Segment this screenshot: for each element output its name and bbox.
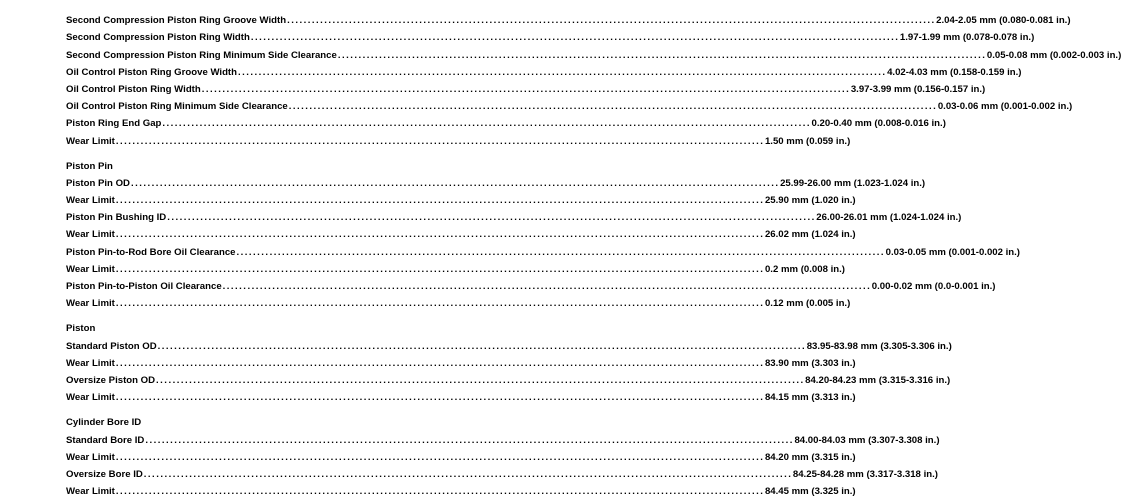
spec-label: Wear Limit [66, 451, 115, 463]
spec-label: Wear Limit [66, 263, 115, 275]
dot-leader [145, 432, 792, 449]
spec-label: Standard Piston OD [66, 340, 157, 352]
spec-row [66, 12, 1071, 29]
spec-label: Piston Pin-to-Rod Bore Oil Clearance [66, 246, 236, 258]
spec-label: Wear Limit [66, 298, 115, 310]
dot-leader [223, 278, 870, 295]
spec-row [66, 483, 856, 500]
dot-leader [116, 355, 763, 372]
spec-label: Second Compression Piston Ring Minimum Side Clearance [66, 49, 337, 61]
spec-row [66, 98, 1073, 115]
spec-label: Oil Control Piston Ring Groove Width [66, 66, 237, 78]
spec-label: Wear Limit [66, 135, 115, 147]
spec-label: Piston Pin Bushing ID [66, 212, 167, 224]
spec-value: 0.00-0.02 mm (0.0-0.001 in.) [871, 281, 996, 292]
spec-value: 84.15 mm (3.313 in.) [764, 392, 856, 404]
spec-row [66, 244, 1020, 261]
spec-value: 83.90 mm (3.303 in.) [764, 357, 856, 369]
spec-row-cut-off [66, 0, 604, 12]
spec-row [66, 64, 1022, 81]
dot-leader [338, 47, 985, 64]
dot-leader [131, 175, 778, 192]
spec-value: 84.00-84.03 mm (3.307-3.308 in.) [794, 434, 940, 446]
spec-row [66, 355, 856, 372]
spec-row [66, 372, 951, 389]
spec-value: 0.03-0.06 mm (0.001-0.002 in.) [937, 101, 1073, 113]
spec-value: 84.20 mm (3.315 in.) [764, 451, 856, 463]
spec-row [66, 432, 940, 449]
dot-leader [116, 261, 763, 278]
dot-leader [116, 133, 763, 150]
dot-leader [167, 209, 814, 226]
spec-value: 4.02-4.03 mm (0.158-0.159 in.) [887, 66, 1022, 78]
dot-leader [251, 29, 898, 46]
spec-row [66, 115, 946, 132]
section-heading: Cylinder Bore ID [66, 417, 142, 429]
spec-value: 0.2 mm (0.008 in.) [764, 263, 845, 275]
spec-section-piston-pin [66, 158, 1020, 313]
spec-value: 2.04-2.05 mm (0.080-0.081 in.) [936, 15, 1071, 27]
dot-leader [116, 449, 763, 466]
spec-value: 84.45 mm (3.325 in.) [764, 486, 856, 498]
section-spacer [66, 406, 604, 414]
spec-label: Piston Pin-to-Piston Oil Clearance [66, 281, 222, 292]
dot-leader [116, 389, 763, 406]
dot-leader [158, 338, 805, 355]
spec-label: Oil Control Piston Ring Width [66, 83, 201, 95]
specification-table [66, 0, 1121, 500]
spec-label: Second Compression Piston Ring Groove Width [66, 15, 287, 27]
spec-row [66, 449, 856, 466]
spec-row [66, 278, 996, 295]
spec-value: 1.50 mm (0.059 in.) [764, 135, 851, 147]
spec-value: 25.90 mm (1.020 in.) [764, 195, 856, 207]
spec-value: 3.97-3.99 mm (0.156-0.157 in.) [850, 83, 986, 95]
section-heading: Piston Pin [66, 160, 113, 172]
spec-row [66, 389, 856, 406]
dot-leader [162, 115, 809, 132]
spec-section-cylinder-bore [66, 414, 940, 500]
spec-label: Wear Limit [66, 392, 115, 404]
spec-value: 84.20-84.23 mm (3.315-3.316 in.) [805, 374, 951, 386]
spec-label: Second Compression Piston Ring Width [66, 32, 250, 44]
spec-row [66, 261, 845, 278]
spec-row [66, 29, 1035, 46]
spec-value: 25.99-26.00 mm (1.023-1.024 in.) [780, 177, 926, 189]
spec-section-piston-rings [66, 0, 1121, 150]
spec-value: 83.95-83.98 mm (3.305-3.306 in.) [806, 340, 952, 352]
spec-value: 26.00-26.01 mm (1.024-1.024 in.) [816, 212, 962, 224]
spec-label: Oversize Piston OD [66, 374, 156, 386]
spec-label: Wear Limit [66, 357, 115, 369]
spec-label: Standard Bore ID [66, 434, 145, 446]
spec-row [66, 133, 851, 150]
spec-row [66, 81, 986, 98]
spec-value: 84.25-84.28 mm (3.317-3.318 in.) [792, 468, 938, 480]
spec-row [66, 466, 938, 483]
spec-value: 0.03-0.05 mm (0.001-0.002 in.) [885, 246, 1020, 258]
spec-row [66, 209, 962, 226]
spec-section-piston [66, 320, 952, 406]
spec-label: Wear Limit [66, 229, 115, 241]
dot-leader [116, 295, 763, 312]
spec-row [66, 47, 1121, 64]
dot-leader [287, 12, 934, 29]
dot-leader [156, 372, 803, 389]
spec-label: Wear Limit [66, 486, 115, 498]
spec-value: 1.97-1.99 mm (0.078-0.078 in.) [899, 32, 1035, 44]
dot-leader [289, 98, 936, 115]
spec-row [66, 226, 856, 243]
spec-row [66, 295, 851, 312]
section-heading: Piston [66, 323, 96, 335]
spec-label: Oversize Bore ID [66, 468, 143, 480]
spec-row [66, 338, 952, 355]
dot-leader [116, 483, 763, 500]
dot-leader [237, 244, 884, 261]
section-spacer [66, 150, 604, 158]
spec-row [66, 192, 856, 209]
section-spacer [66, 312, 604, 320]
spec-row [66, 175, 926, 192]
spec-value: 0.20-0.40 mm (0.008-0.016 in.) [811, 118, 946, 130]
dot-leader [238, 64, 885, 81]
spec-value: 0.12 mm (0.005 in.) [764, 298, 851, 310]
spec-label: Wear Limit [66, 195, 115, 207]
dot-leader [116, 192, 763, 209]
spec-label: Piston Ring End Gap [66, 118, 162, 130]
dot-leader [144, 466, 791, 483]
spec-label: Piston Pin OD [66, 177, 130, 189]
spec-label: Oil Control Piston Ring Minimum Side Clearance [66, 101, 288, 113]
spec-value: 26.02 mm (1.024 in.) [764, 229, 856, 241]
spec-value: 0.05-0.08 mm (0.002-0.003 in.) [986, 49, 1121, 61]
dot-leader [116, 226, 763, 243]
dot-leader [202, 81, 849, 98]
